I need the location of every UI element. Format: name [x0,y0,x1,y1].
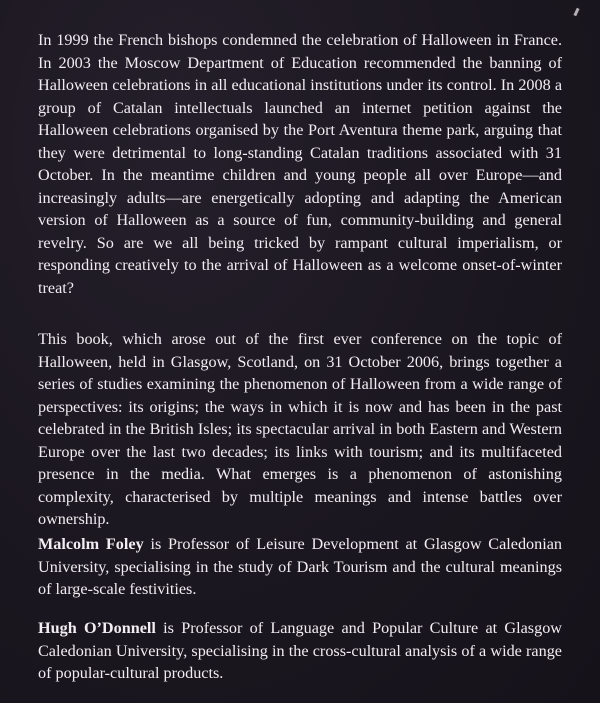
description-paragraph-1: In 1999 the French bishops condemned the celebration of Halloween in France. In 2003 the Moscow Department of Education recommended the banning of Halloween celebrations in all educational institutions under its control. In 2008 a group of Catalan intellectuals launched an internet petition against the Halloween celebrations organised by the Port Aventura theme park, arguing that they were detrimental to long-standing Catalan traditions associated with 31 October. In the meantime children and young people all over Europe—and increasingly adults—are energetically adopting and adapting the American version of Halloween as a source of fun, community-building and general revelry. So are we all being tricked by rampant cultural imperialism, or responding creatively to the arrival of Halloween as a welcome onset-of-winter treat? [38,31,562,297]
cut-off-text-line [38,696,338,702]
author-bio-1 [38,533,562,601]
author-name: Hugh O’Donnell [38,619,156,637]
author-bio-text: is Professor of Language and Popular Culture at Glasgow Caledonian University, specialising in the cross-cultural analysis of a wide range of popular-cultural products. [38,619,562,682]
author-name: Malcolm Foley [38,535,144,553]
author-bio-2 [38,617,562,685]
scan-speck [573,8,579,17]
description-paragraph-2: This book, which arose out of the first ever conference on the topic of Halloween, held in Glasgow, Scotland, on 31 October 2006, brings together a series of studies examining the phenomenon of Halloween from a wide range of perspectives: its origins; the ways in which it is now and has been in the past celebrated in the British Isles; its spectacular arrival in both Eastern and Western Europe over the last two decades; its links with tourism; and its multifaceted presence in the media. What emerges is a phenomenon of astonishing complexity, characterised by multiple meanings and intense battles over ownership. [38,330,562,528]
author-bio-text: is Professor of Leisure Development at Glasgow Caledonian University, specialising in the study of Dark Tourism and the cultural meanings of large-scale festivities. [38,535,563,598]
